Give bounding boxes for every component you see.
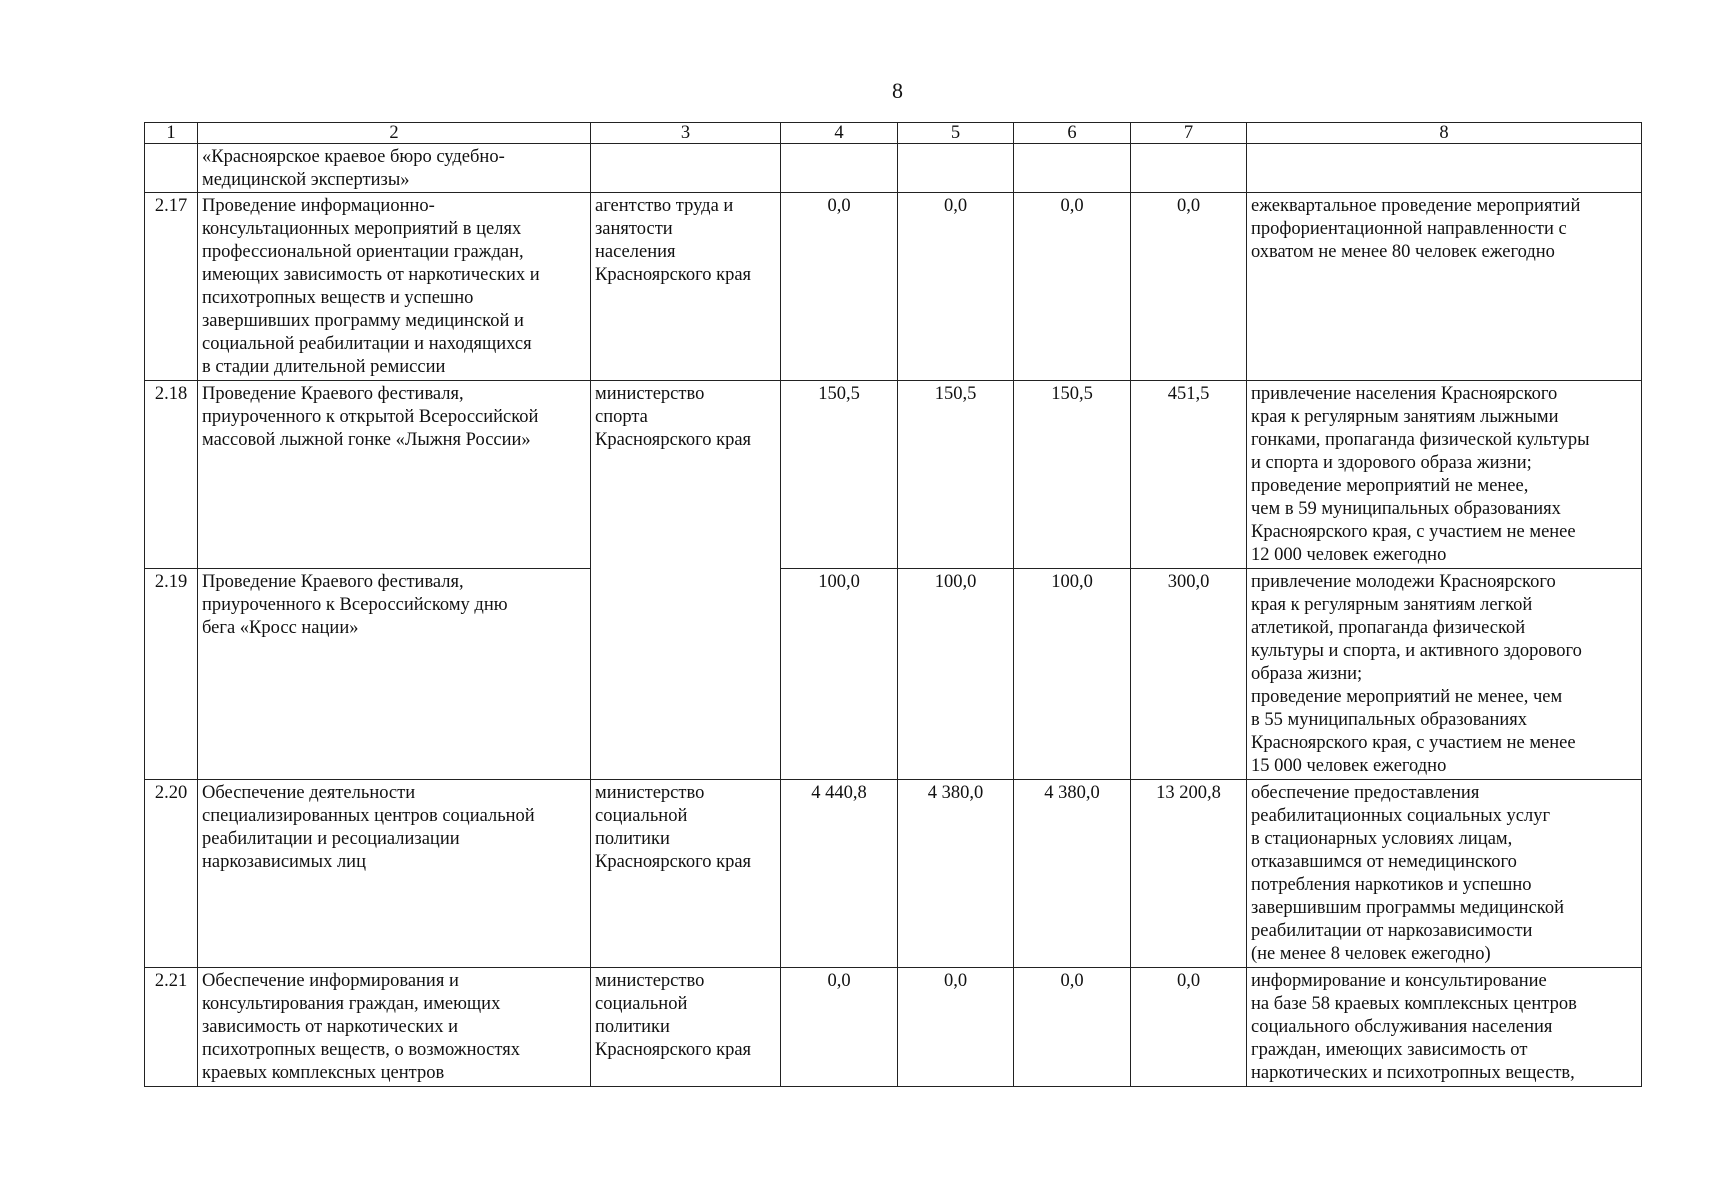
column-header: 2 — [198, 123, 591, 144]
row-number: 2.18 — [145, 381, 198, 569]
event-cell: Проведение Краевого фестиваля, приуроченного к открытой Всероссийской массовой лыжной гонке «Лыжня России» — [198, 381, 591, 569]
result-cell: обеспечение предоставления реабилитационных социальных услуг в стационарных условиях лицам, отказавшимся от немедицинского потребления наркотиков и успешно завершившим программы медицинской реабилитации от наркозависимости (не менее 8 человек ежегодно) — [1247, 780, 1642, 968]
value-col6 — [1014, 144, 1131, 193]
executor-cell — [591, 144, 781, 193]
result-cell: привлечение молодежи Красноярского края к регулярным занятиям легкой атлетикой, пропаганда физической культуры и спорта, и активного здорового образа жизни; проведение мероприятий не менее, чем в 55 муниципальных образованиях Красноярского края, с участием не менее 15 000 человек ежегодно — [1247, 569, 1642, 780]
result-cell: информирование и консультирование на базе 58 краевых комплексных центров социального обслуживания населения граждан, имеющих зависимость от наркотических и психотропных веществ, — [1247, 968, 1642, 1087]
executor-cell: агентство труда и занятости населения Красноярского края — [591, 193, 781, 381]
value-col4 — [781, 144, 898, 193]
row-number: 2.21 — [145, 968, 198, 1087]
value-col7: 0,0 — [1131, 193, 1247, 381]
result-cell — [1247, 144, 1642, 193]
event-cell: Обеспечение деятельности специализированных центров социальной реабилитации и ресоциализации наркозависимых лиц — [198, 780, 591, 968]
executor-cell: министерство спорта Красноярского края — [591, 381, 781, 780]
table-row — [145, 193, 1642, 381]
value-col4: 100,0 — [781, 569, 898, 780]
column-header: 3 — [591, 123, 781, 144]
event-cell: Проведение Краевого фестиваля, приуроченного к Всероссийскому дню бега «Кросс нации» — [198, 569, 591, 780]
column-header: 7 — [1131, 123, 1247, 144]
column-header: 4 — [781, 123, 898, 144]
column-header: 1 — [145, 123, 198, 144]
column-header: 8 — [1247, 123, 1642, 144]
value-col4: 0,0 — [781, 193, 898, 381]
row-number — [145, 144, 198, 193]
value-col7 — [1131, 144, 1247, 193]
value-col6: 0,0 — [1014, 193, 1131, 381]
value-col7: 0,0 — [1131, 968, 1247, 1087]
row-number: 2.17 — [145, 193, 198, 381]
value-col5: 0,0 — [898, 193, 1014, 381]
column-header: 5 — [898, 123, 1014, 144]
value-col5: 100,0 — [898, 569, 1014, 780]
value-col4: 150,5 — [781, 381, 898, 569]
value-col5 — [898, 144, 1014, 193]
table-row — [145, 381, 1642, 569]
value-col4: 4 440,8 — [781, 780, 898, 968]
table-row — [145, 780, 1642, 968]
executor-cell: министерство социальной политики Красноярского края — [591, 780, 781, 968]
event-cell: «Красноярское краевое бюро судебно- медицинской экспертизы» — [198, 144, 591, 193]
value-col5: 150,5 — [898, 381, 1014, 569]
value-col6: 100,0 — [1014, 569, 1131, 780]
value-col6: 0,0 — [1014, 968, 1131, 1087]
result-cell: привлечение населения Красноярского края к регулярным занятиям лыжными гонками, пропаганда физической культуры и спорта и здорового образа жизни; проведение мероприятий не менее, чем в 59 муниципальных образованиях Красноярского края, с участием не менее 12 000 человек ежегодно — [1247, 381, 1642, 569]
table-row — [145, 144, 1642, 193]
column-header: 6 — [1014, 123, 1131, 144]
result-cell: ежеквартальное проведение мероприятий профориентационной направленности с охватом не менее 80 человек ежегодно — [1247, 193, 1642, 381]
event-cell: Обеспечение информирования и консультирования граждан, имеющих зависимость от наркотических и психотропных веществ, о возможностях краевых комплексных центров — [198, 968, 591, 1087]
program-table — [144, 122, 1642, 1087]
table-row — [145, 569, 1642, 780]
table-header-row — [145, 123, 1642, 144]
value-col6: 4 380,0 — [1014, 780, 1131, 968]
row-number: 2.19 — [145, 569, 198, 780]
event-cell: Проведение информационно- консультационных мероприятий в целях профессиональной ориентации граждан, имеющих зависимость от наркотических и психотропных веществ и успешно завершивших программу медицинской и социальной реабилитации и находящихся в стадии длительной ремиссии — [198, 193, 591, 381]
value-col7: 451,5 — [1131, 381, 1247, 569]
value-col5: 4 380,0 — [898, 780, 1014, 968]
value-col6: 150,5 — [1014, 381, 1131, 569]
page-number: 8 — [892, 78, 903, 103]
value-col7: 300,0 — [1131, 569, 1247, 780]
table-row — [145, 968, 1642, 1087]
value-col5: 0,0 — [898, 968, 1014, 1087]
value-col4: 0,0 — [781, 968, 898, 1087]
row-number: 2.20 — [145, 780, 198, 968]
executor-cell: министерство социальной политики Красноярского края — [591, 968, 781, 1087]
value-col7: 13 200,8 — [1131, 780, 1247, 968]
